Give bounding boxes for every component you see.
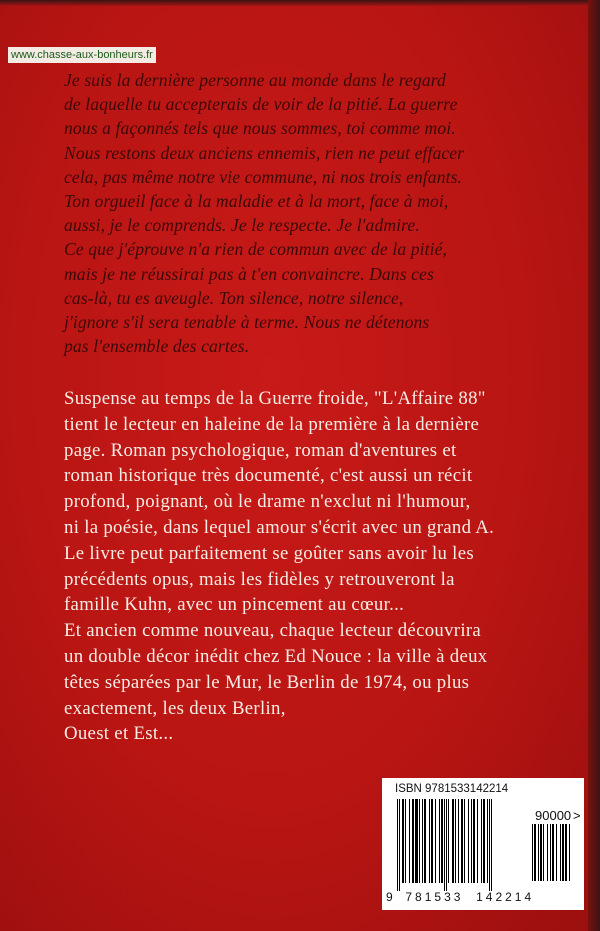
barcode-bar	[439, 799, 440, 883]
price-arrow: >	[573, 808, 581, 823]
quote-line: pas l'ensemble des cartes.	[64, 336, 250, 357]
synopsis-line: un double décor inédit chez Ed Nouce : la ville à deux	[64, 645, 488, 667]
synopsis-line: Ouest et Est...	[64, 723, 174, 745]
barcode-bar	[483, 799, 485, 883]
barcode-bar	[543, 824, 544, 881]
price-code: 90000	[535, 808, 572, 823]
excerpt-quote	[64, 68, 564, 358]
quote-line: cas-là, tu es aveugle. Ton silence, notre silence,	[64, 287, 404, 308]
quote-line: Je suis la dernière personne au monde dans le regard	[64, 70, 446, 90]
synopsis-line: précédents opus, mais les fidèles y retrouveront la	[64, 568, 455, 590]
quote-line: nous a façonnés tels que nous sommes, toi comme moi.	[64, 118, 456, 139]
barcode-bar	[441, 799, 443, 883]
isbn-label: ISBN 9781533142214	[395, 783, 509, 795]
barcode-bar	[550, 824, 551, 881]
synopsis-line: page. Roman psychologique, roman d'aventures et	[64, 439, 457, 461]
addon-bars	[532, 824, 578, 889]
barcode-bar	[481, 799, 482, 883]
quote-line: de laquelle tu accepterais de voir de la pitié. La guerre	[64, 94, 458, 115]
synopsis-line: famille Kuhn, avec un pincement au cœur...	[64, 594, 405, 616]
synopsis-line: exactement, les deux Berlin,	[64, 697, 286, 719]
cover-top-edge	[0, 0, 600, 6]
barcode-bar	[452, 799, 454, 883]
barcode-bar	[444, 799, 445, 891]
barcode-bar	[405, 799, 406, 883]
barcode-bar	[402, 799, 404, 883]
barcode-bar	[540, 824, 542, 881]
barcode-bar	[477, 799, 478, 883]
synopsis-line: Le livre peut parfaitement se goûter sans avoir lu les	[64, 542, 474, 564]
quote-line: aussi, je le comprends. Je le respecte. Je l'admire.	[64, 215, 420, 236]
barcode-bar	[489, 799, 490, 891]
synopsis-line: roman historique très documenté, c'est aussi un récit	[64, 465, 473, 487]
barcode-digits-right: 142214	[476, 890, 535, 904]
barcode-bar	[431, 799, 433, 883]
barcode-bar	[491, 799, 492, 891]
barcode-bar	[534, 824, 536, 881]
watermark-link[interactable]: www.chasse-aux-bonheurs.fr	[8, 47, 156, 63]
barcode-bar	[471, 799, 472, 883]
barcode-bar	[429, 799, 430, 883]
quote-line: cela, pas même notre vie commune, ni nos trois enfants.	[64, 166, 463, 187]
barcode-bar	[464, 799, 465, 883]
barcode-digit-first: 9	[386, 890, 393, 904]
barcode-bar	[532, 824, 533, 881]
quote-line: Ton orgueil face à la maladie et à la mort, face à moi,	[64, 191, 449, 212]
synopsis-line: ni la poésie, dans lequel amour s'écrit avec un grand A.	[64, 516, 495, 538]
barcode-bar	[473, 799, 475, 883]
barcode-bar	[468, 799, 469, 883]
synopsis-text	[64, 386, 564, 747]
barcode-bar	[412, 799, 414, 883]
quote-line: mais je ne réussirai pas à t'en convaincre. Dans ces	[64, 263, 434, 284]
synopsis-line: têtes séparées par le Mur, le Berlin de 1974, ou plus	[64, 671, 470, 693]
synopsis-line: profond, poignant, où le drame n'exclut ni l'humour,	[64, 491, 471, 513]
barcode-bar	[487, 799, 488, 883]
barcode-bar	[461, 799, 463, 883]
barcode-bar	[415, 799, 418, 883]
barcode-bar	[446, 799, 447, 891]
barcode-bar	[552, 824, 554, 881]
barcode-bar	[397, 799, 398, 891]
barcode-bar	[409, 799, 410, 883]
barcode-digits-left: 781533	[405, 890, 464, 904]
synopsis-line: Et ancien comme nouveau, chaque lecteur découvrira	[64, 620, 482, 642]
quote-line: Ce que j'éprouve n'a rien de commun avec de la pitié,	[64, 239, 447, 260]
isbn-barcode	[382, 778, 584, 910]
synopsis-line: Suspense au temps de la Guerre froide, "L'Affaire 88"	[64, 388, 486, 409]
quote-line: Nous restons deux anciens ennemis, rien ne peut effacer	[64, 142, 465, 163]
barcode-bar	[556, 824, 557, 881]
synopsis-line: tient le lecteur en haleine de la première à la dernière	[64, 413, 480, 435]
barcode-bar	[435, 799, 436, 883]
barcode-digits	[386, 890, 534, 904]
barcode-bar	[569, 824, 570, 881]
barcode-bar	[422, 799, 423, 883]
barcode-bar	[458, 799, 459, 883]
barcode-bar	[455, 799, 456, 883]
barcode-bar	[399, 799, 400, 891]
quote-line: j'ignore s'il sera tenable à terme. Nous ne détenons	[64, 312, 430, 333]
barcode-bar	[560, 824, 561, 881]
barcode-bar	[547, 824, 548, 881]
barcode-bar	[565, 824, 567, 881]
cover-right-edge	[588, 0, 600, 931]
barcode-bar	[562, 824, 564, 881]
barcode-bar	[424, 799, 426, 883]
barcode-bar	[419, 799, 420, 883]
barcode-bar	[538, 824, 539, 881]
barcode-bar	[448, 799, 449, 883]
ean13-bars	[397, 799, 521, 891]
